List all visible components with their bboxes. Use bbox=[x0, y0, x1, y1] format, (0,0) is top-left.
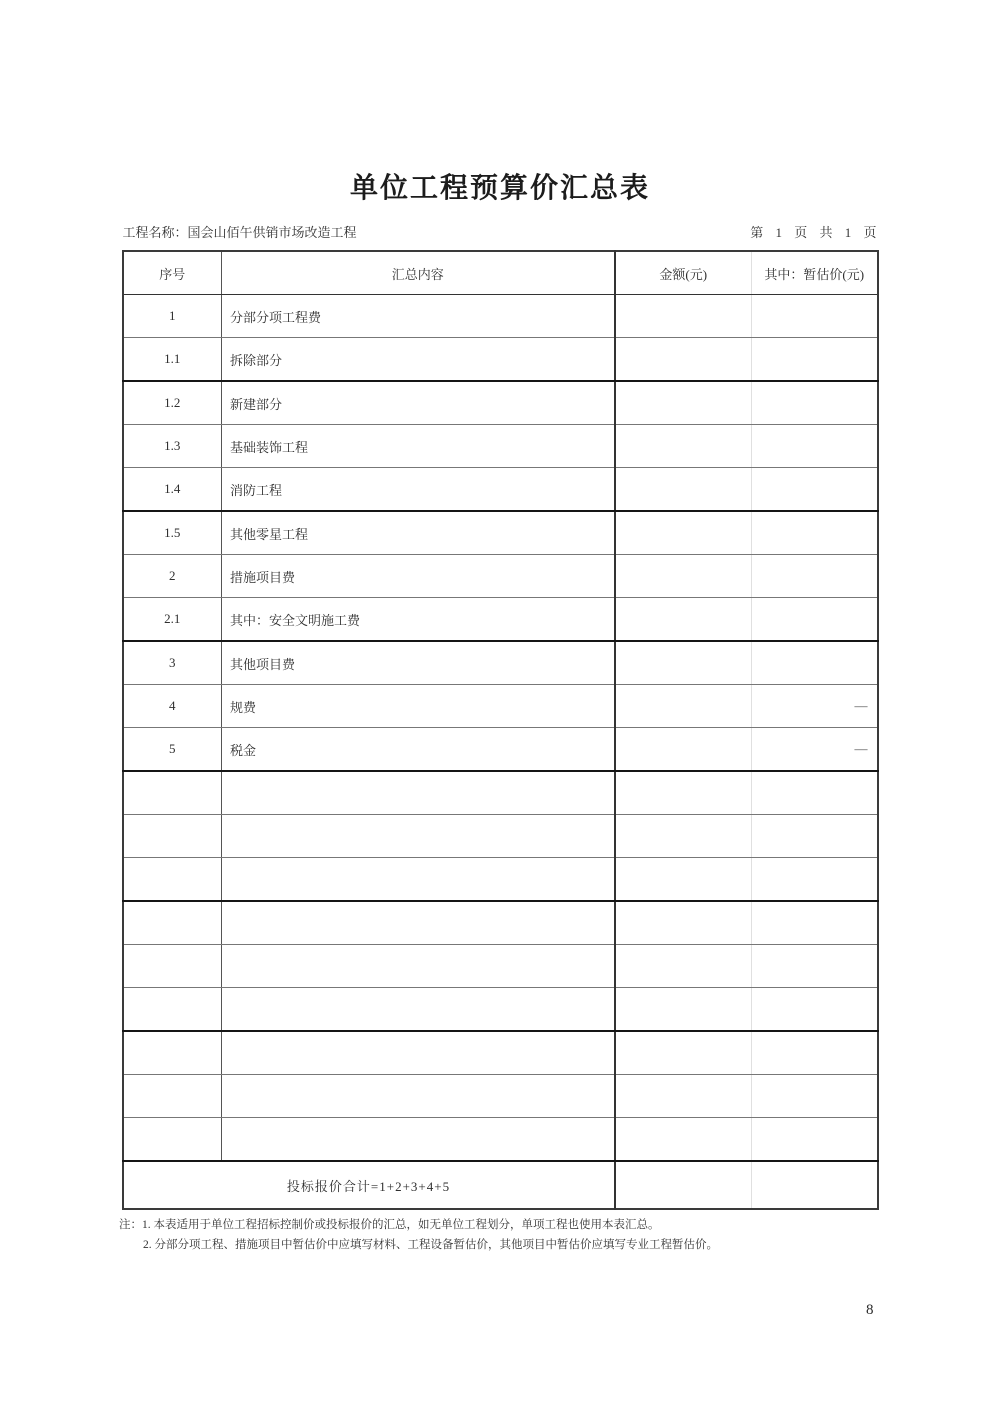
col-header-amount: 金额(元) bbox=[615, 251, 752, 295]
row-estimate bbox=[752, 1031, 878, 1075]
row-amount bbox=[615, 1118, 752, 1162]
row-estimate bbox=[752, 858, 878, 902]
table-row bbox=[123, 468, 878, 512]
row-estimate bbox=[752, 295, 878, 338]
note-line-1 bbox=[119, 1215, 881, 1235]
row-no bbox=[123, 1075, 222, 1118]
row-estimate bbox=[752, 901, 878, 945]
row-estimate bbox=[752, 468, 878, 512]
row-no bbox=[123, 858, 222, 902]
budget-summary-table bbox=[122, 250, 879, 1210]
row-content: 税金 bbox=[222, 728, 615, 772]
row-estimate bbox=[752, 1118, 878, 1162]
row-content bbox=[222, 1118, 615, 1162]
table-row bbox=[123, 945, 878, 988]
row-no bbox=[123, 901, 222, 945]
row-no bbox=[123, 945, 222, 988]
row-amount bbox=[615, 641, 752, 685]
row-content bbox=[222, 858, 615, 902]
row-amount bbox=[615, 945, 752, 988]
table-row bbox=[123, 901, 878, 945]
table-row bbox=[123, 555, 878, 598]
row-content: 其他零星工程 bbox=[222, 511, 615, 555]
row-amount bbox=[615, 425, 752, 468]
row-no bbox=[123, 771, 222, 815]
row-estimate bbox=[752, 1075, 878, 1118]
col-header-no: 序号 bbox=[123, 251, 222, 295]
row-content: 其他项目费 bbox=[222, 641, 615, 685]
table-row bbox=[123, 598, 878, 642]
table-row bbox=[123, 858, 878, 902]
row-no: 1.3 bbox=[123, 425, 222, 468]
row-content: 消防工程 bbox=[222, 468, 615, 512]
row-content: 规费 bbox=[222, 685, 615, 728]
row-amount bbox=[615, 555, 752, 598]
row-amount bbox=[615, 728, 752, 772]
row-estimate bbox=[752, 555, 878, 598]
row-content: 措施项目费 bbox=[222, 555, 615, 598]
row-amount bbox=[615, 381, 752, 425]
table-row bbox=[123, 1075, 878, 1118]
row-estimate bbox=[752, 988, 878, 1032]
row-estimate bbox=[752, 598, 878, 642]
notes-prefix: 注： bbox=[119, 1219, 142, 1231]
table-row bbox=[123, 1031, 878, 1075]
row-content: 新建部分 bbox=[222, 381, 615, 425]
note-item-2: 2. 分部分项工程、措施项目中暂估价中应填写材料、工程设备暂估价，其他项目中暂估价应填写专业工程暂估价。 bbox=[143, 1239, 718, 1252]
row-amount bbox=[615, 295, 752, 338]
table-row bbox=[123, 425, 878, 468]
row-no: 5 bbox=[123, 728, 222, 772]
row-amount bbox=[615, 1031, 752, 1075]
row-estimate bbox=[752, 511, 878, 555]
row-estimate bbox=[752, 338, 878, 382]
row-content: 分部分项工程费 bbox=[222, 295, 615, 338]
row-amount bbox=[615, 468, 752, 512]
table-row bbox=[123, 295, 878, 338]
page-title: 单位工程预算价汇总表 bbox=[349, 173, 650, 204]
col-header-estimate: 其中：暂估价(元) bbox=[752, 251, 878, 295]
row-amount bbox=[615, 685, 752, 728]
row-amount bbox=[615, 511, 752, 555]
row-content: 拆除部分 bbox=[222, 338, 615, 382]
table-row bbox=[123, 728, 878, 772]
table-row bbox=[123, 641, 878, 685]
table-row bbox=[123, 771, 878, 815]
page-number: 8 bbox=[866, 1302, 874, 1318]
summary-total-row bbox=[123, 1161, 878, 1209]
note-item-1: 1. 本表适用于单位工程招标控制价或投标报价的汇总，如无单位工程划分，单项工程也使用本表汇总。 bbox=[142, 1219, 660, 1231]
row-no: 4 bbox=[123, 685, 222, 728]
project-name-value: 国会山佰午供销市场改造工程 bbox=[187, 225, 357, 240]
row-content bbox=[222, 945, 615, 988]
row-no: 1 bbox=[123, 295, 222, 338]
meta-row bbox=[123, 222, 878, 241]
row-no bbox=[123, 1031, 222, 1075]
row-estimate: — bbox=[752, 685, 878, 728]
row-no: 1.5 bbox=[123, 511, 222, 555]
row-estimate bbox=[752, 425, 878, 468]
summary-estimate-cell bbox=[752, 1161, 878, 1209]
row-estimate bbox=[752, 945, 878, 988]
row-no: 2 bbox=[123, 555, 222, 598]
project-name-line bbox=[123, 222, 357, 241]
row-amount bbox=[615, 988, 752, 1032]
row-amount bbox=[615, 771, 752, 815]
row-no bbox=[123, 1118, 222, 1162]
table-row bbox=[123, 685, 878, 728]
row-no: 2.1 bbox=[123, 598, 222, 642]
table-row bbox=[123, 815, 878, 858]
project-name-label: 工程名称： bbox=[122, 225, 188, 240]
table-header-row bbox=[123, 251, 878, 295]
row-estimate bbox=[752, 381, 878, 425]
row-estimate bbox=[752, 771, 878, 815]
row-content bbox=[222, 901, 615, 945]
summary-amount-cell bbox=[615, 1161, 752, 1209]
page-info: 第 1 页 共 1 页 bbox=[750, 225, 878, 240]
row-no bbox=[123, 988, 222, 1032]
row-no: 1.4 bbox=[123, 468, 222, 512]
row-amount bbox=[615, 598, 752, 642]
row-content bbox=[222, 988, 615, 1032]
row-amount bbox=[615, 858, 752, 902]
row-content bbox=[222, 815, 615, 858]
row-estimate bbox=[752, 641, 878, 685]
row-no: 3 bbox=[123, 641, 222, 685]
notes-block bbox=[119, 1215, 881, 1255]
row-content: 基础装饰工程 bbox=[222, 425, 615, 468]
row-content bbox=[222, 771, 615, 815]
row-amount bbox=[615, 1075, 752, 1118]
row-amount bbox=[615, 901, 752, 945]
col-header-content: 汇总内容 bbox=[222, 251, 615, 295]
row-content: 其中：安全文明施工费 bbox=[222, 598, 615, 642]
table-row bbox=[123, 511, 878, 555]
row-amount bbox=[615, 815, 752, 858]
row-content bbox=[222, 1031, 615, 1075]
table-row bbox=[123, 381, 878, 425]
row-estimate bbox=[752, 815, 878, 858]
table-row bbox=[123, 988, 878, 1032]
table-row bbox=[123, 1118, 878, 1162]
row-no bbox=[123, 815, 222, 858]
row-no: 1.2 bbox=[123, 381, 222, 425]
row-estimate: — bbox=[752, 728, 878, 772]
table-row bbox=[123, 338, 878, 382]
row-content bbox=[222, 1075, 615, 1118]
row-amount bbox=[615, 338, 752, 382]
summary-total-label: 投标报价合计=1+2+3+4+5 bbox=[123, 1161, 615, 1209]
row-no: 1.1 bbox=[123, 338, 222, 382]
